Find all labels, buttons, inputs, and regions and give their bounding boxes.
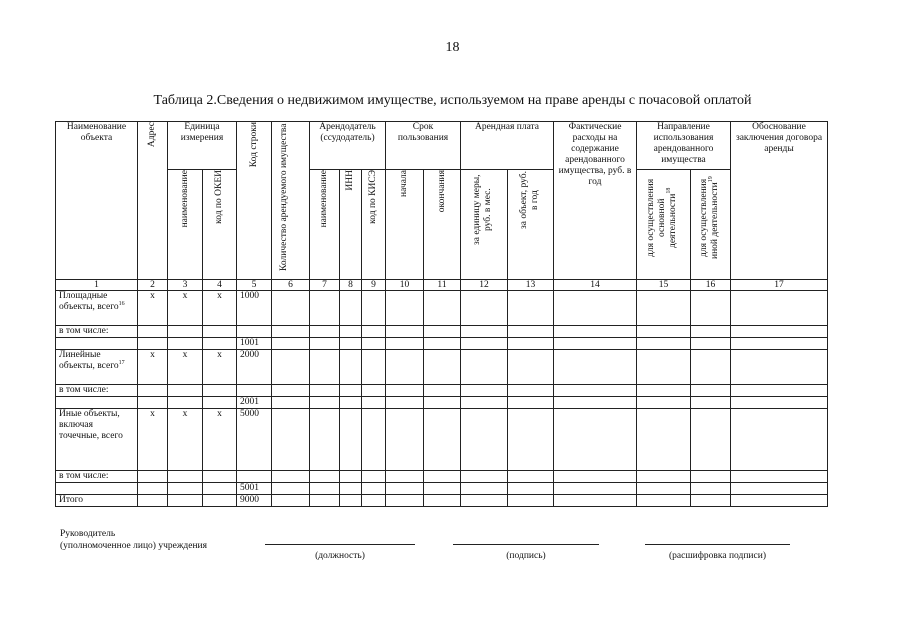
table-row — [56, 471, 828, 483]
header-object-name: Наименование объекта — [56, 122, 138, 280]
row-code: 5000 — [237, 409, 272, 471]
header-other-activity: для осуществления иной деятельности$^{19}$ — [691, 170, 731, 280]
header-address: Адрес — [138, 122, 168, 280]
header-end: окончания — [424, 170, 461, 280]
header-row-code: Код строки — [237, 122, 272, 280]
row-code: 1001 — [237, 338, 272, 350]
col-number: 14 — [554, 280, 637, 291]
header-rent-per-unit: за единицу меры, руб. в мес. — [461, 170, 508, 280]
col-number: 6 — [272, 280, 310, 291]
col-number: 7 — [310, 280, 340, 291]
row-label: Линейные объекты, всего$^{17}$ — [56, 350, 138, 385]
signature-caption: (подпись) — [506, 551, 546, 561]
col-number: 15 — [637, 280, 691, 291]
header-unit-name: наименование — [168, 170, 203, 280]
col-number: 10 — [386, 280, 424, 291]
header-rent-per-object: за объект, руб. в год — [508, 170, 554, 280]
header-term: Срок пользования — [386, 122, 461, 170]
header-unit: Единица измерения — [168, 122, 237, 170]
footer-head-label: Руководитель — [60, 529, 116, 539]
signature-block — [60, 528, 207, 552]
header-direction: Направление использования арендованного имущества — [637, 122, 731, 170]
row-label: Площадные объекты, всего$^{16}$ — [56, 291, 138, 326]
table-title: Таблица 2.Сведения о недвижимом имуществе, используемом на праве аренды с почасовой оплатой — [153, 93, 752, 108]
row-code: 2000 — [237, 350, 272, 385]
col-number: 16 — [691, 280, 731, 291]
header-rent: Арендная плата — [461, 122, 554, 170]
col-number: 9 — [362, 280, 386, 291]
header-okei-code: код по ОКЕИ — [203, 170, 237, 280]
table-row: Линейные объекты, всего$^{17}$ x x x 2000 — [56, 350, 828, 385]
table-row — [56, 338, 828, 350]
table-row — [56, 495, 828, 507]
header-main-activity: для осуществления основной деятельности$^{18}$ — [637, 170, 691, 280]
table-row: Площадные объекты, всего$^{16}$ x x x 1000 — [56, 291, 828, 326]
table-row — [56, 483, 828, 495]
col-number: 5 — [237, 280, 272, 291]
footer-authorized-label: (уполномоченное лицо) учреждения — [60, 541, 207, 551]
row-code: 2001 — [237, 397, 272, 409]
signature-line[interactable] — [453, 544, 599, 545]
row-code: 1000 — [237, 291, 272, 326]
row-label: в том числе: — [56, 385, 138, 397]
col-number: 11 — [424, 280, 461, 291]
col-number: 4 — [203, 280, 237, 291]
header-inn: ИНН — [340, 170, 362, 280]
row-label: в том числе: — [56, 471, 138, 483]
header-actual-costs: Фактические расходы на содержание арендованного имущества, руб. в год — [554, 122, 637, 280]
row-label: Итого — [56, 495, 138, 507]
decode-line[interactable] — [645, 544, 790, 545]
table-row — [56, 385, 828, 397]
row-code: 9000 — [237, 495, 272, 507]
col-number: 17 — [731, 280, 828, 291]
table-row — [56, 397, 828, 409]
header-kise-code: код по КИСЭ — [362, 170, 386, 280]
col-number: 2 — [138, 280, 168, 291]
row-label: в том числе: — [56, 326, 138, 338]
col-number: 1 — [56, 280, 138, 291]
col-number: 3 — [168, 280, 203, 291]
col-number: 12 — [461, 280, 508, 291]
header-lessor: Арендодатель (ссудодатель) — [310, 122, 386, 170]
col-number: 13 — [508, 280, 554, 291]
row-code: 5001 — [237, 483, 272, 495]
col-number: 8 — [340, 280, 362, 291]
header-lessor-name: наименование — [310, 170, 340, 280]
table-row: Иные объекты, включая точечные, всего x x x 5000 — [56, 409, 828, 471]
page-number: 18 — [445, 40, 460, 55]
property-table — [55, 121, 828, 507]
header-start: начала — [386, 170, 424, 280]
row-label: Иные объекты, включая точечные, всего — [56, 409, 138, 471]
header-justification: Обоснование заключения договора аренды — [731, 122, 828, 280]
position-line[interactable] — [265, 544, 415, 545]
table-row — [56, 326, 828, 338]
decode-caption: (расшифровка подписи) — [669, 551, 766, 561]
position-caption: (должность) — [315, 551, 365, 561]
header-quantity: Количество арендуемого имущества — [272, 122, 310, 280]
